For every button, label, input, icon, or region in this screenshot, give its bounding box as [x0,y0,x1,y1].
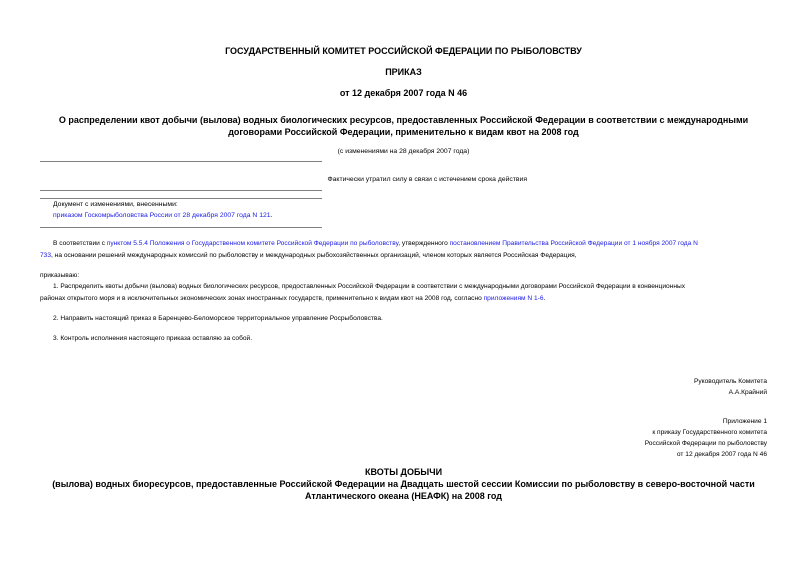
signature-name: А.А.Крайний [728,389,767,396]
appendix-ref-line1: Приложение 1 [722,418,767,425]
item2: 2. Направить настоящий приказ в Баренцево-Беломорское территориальное управление Росрыболовства. [53,315,383,322]
changes-box-bottom-rule [40,227,322,228]
status-text: Фактически утратил силу в связи с истечением срока действия [327,176,527,183]
changes-entry [53,211,272,220]
changes-link[interactable]: приказом Госкомрыболовства России от 28 декабря 2007 года N 121 [53,212,271,219]
status-note [40,175,767,184]
divider-line [40,190,322,191]
preamble-paragraph [40,238,768,250]
appendix-title-line2: (вылова) водных биоресурсов, предоставленные Российской Федерации на Двадцать шестой сессии Комиссии по рыболовству в северо-восточной части [52,479,755,489]
appendices-link[interactable]: приложениям N 1-6 [483,295,544,302]
changes-link-suffix: . [270,212,273,219]
item1-line2 [40,293,768,305]
appendix-ref-line3: Российской Федерации по рыболовству [644,440,767,447]
government-decree-link-cont[interactable]: 733 [40,252,52,259]
changes-box-top-rule [40,198,322,199]
preamble-text-3: , на основании решений международных комиссий по рыболовству и международных рыбохозяйственных организаций, членом которых является Российская Федерация, [51,252,577,259]
preamble-text-2: , утвержденного [398,240,450,247]
doc-title-line2: договорами Российской Федерации, применительно к видам квот на 2008 год [228,127,579,137]
doc-title-line1: О распределении квот добычи (вылова) водных биологических ресурсов, предоставленных Российской Федерации в соответствии с международными [58,115,749,125]
appendix-title-line1: КВОТЫ ДОБЫЧИ [364,467,443,477]
preamble-text-1: В соответствии с [53,240,107,247]
changes-label: Документ с изменениями, внесенными: [53,201,178,208]
regulation-link[interactable]: пунктом 5.5.4 Положения о Государственном комитете Российской Федерации по рыболовству [106,240,399,247]
item1-text: районах открытого моря и в исключительных экономических зонах иностранных государств, применительно к видам квот на 2008 год, согласно [40,295,484,302]
item1-end: . [543,295,546,302]
item1-line1: 1. Распределить квоты добычи (вылова) водных биологических ресурсов, предоставленных Российской Федерации в соответствии с международными договорами Российской Федерации в конвенционных [53,283,686,290]
amendments-note: (с изменениями на 28 декабря 2007 года) [337,148,470,155]
item3: 3. Контроль исполнения настоящего приказа оставляю за собой. [53,335,253,342]
preamble-paragraph-cont [40,250,768,262]
appendix-ref-line4: от 12 декабря 2007 года N 46 [676,451,767,458]
doc-date-number: от 12 декабря 2007 года N 46 [339,88,468,98]
order-word: приказываю: [40,272,80,279]
divider-line [40,161,322,162]
committee-name: ГОСУДАРСТВЕННЫЙ КОМИТЕТ РОССИЙСКОЙ ФЕДЕРАЦИИ ПО РЫБОЛОВСТВУ [225,46,582,56]
signature-position: Руководитель Комитета [693,378,767,385]
doc-type: ПРИКАЗ [385,67,422,77]
appendix-title-line3: Атлантического океана (НЕАФК) на 2008 год [305,491,502,501]
government-decree-link[interactable]: постановлением Правительства Российской Федерации от 1 ноября 2007 года N [449,240,698,247]
appendix-ref-line2: к приказу Государственного комитета [652,429,767,436]
